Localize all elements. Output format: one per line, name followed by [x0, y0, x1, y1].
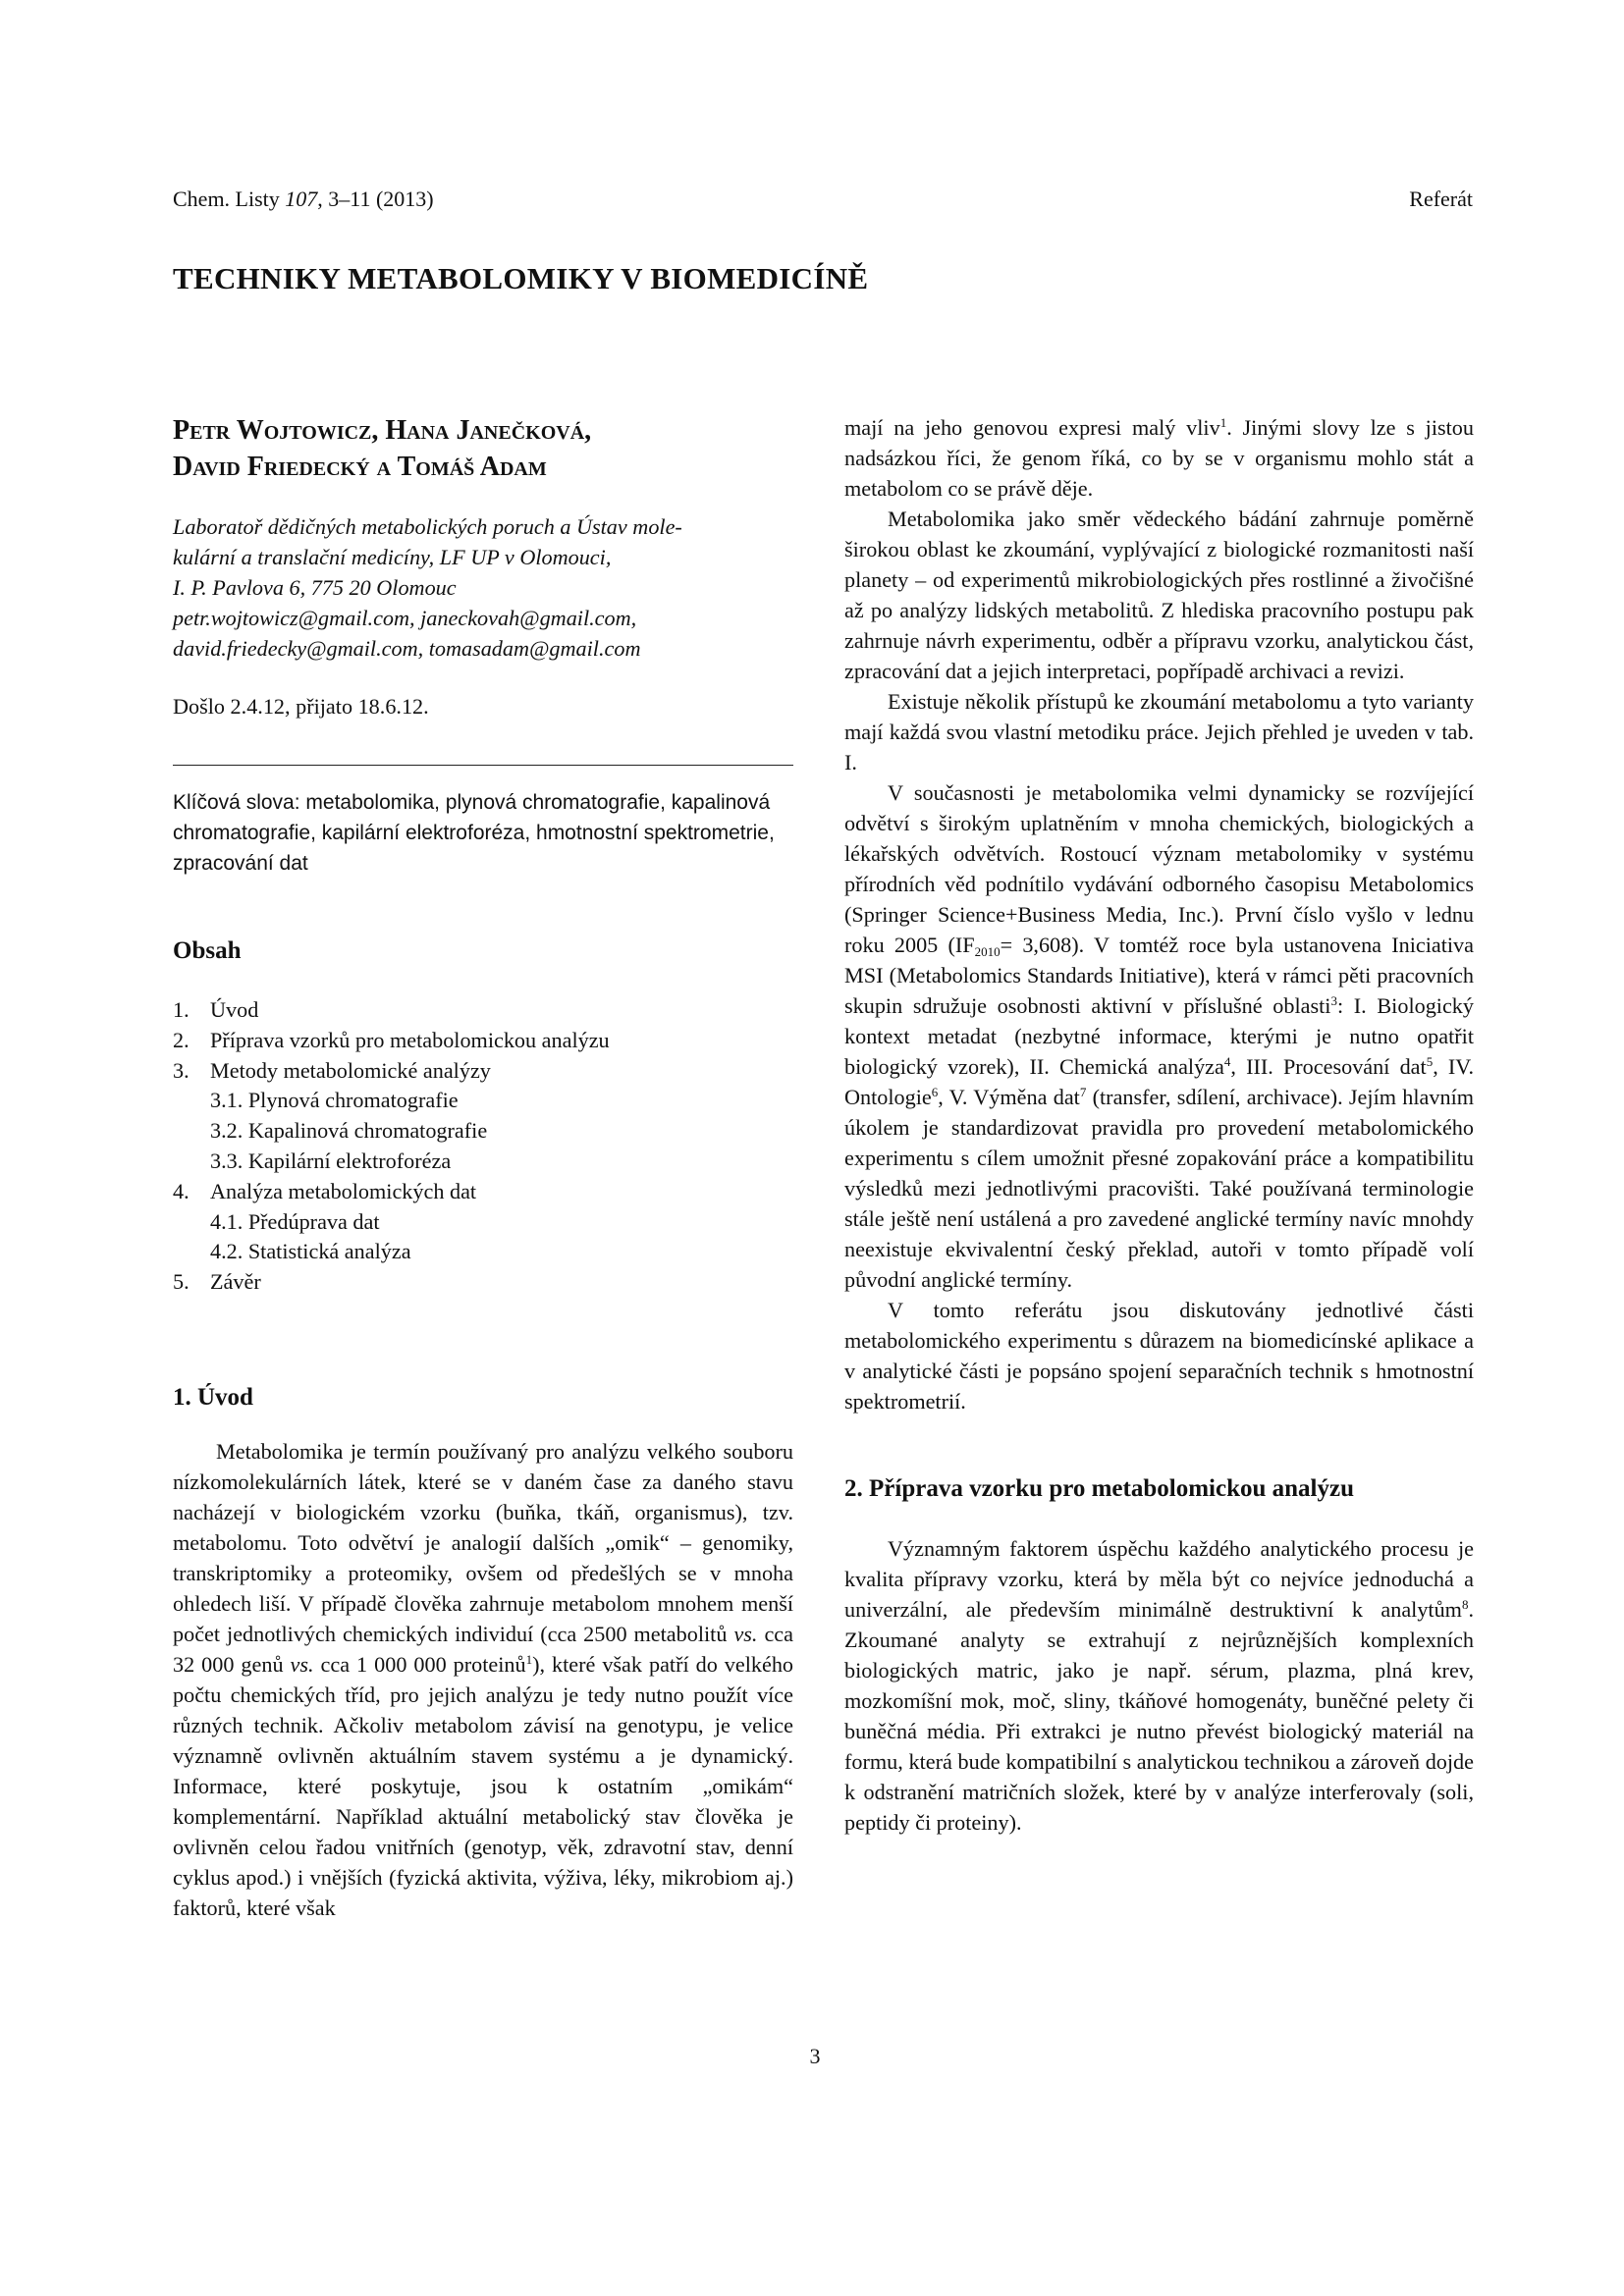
citation-ref: 6 — [931, 1085, 939, 1099]
email-line: david.friedecky@gmail.com, tomasadam@gmail.com — [173, 636, 641, 661]
paper-title: TECHNIKY METABOLOMIKY V BIOMEDICÍNĚ — [173, 261, 869, 295]
toc-subitem: 3.3. Kapilární elektroforéza — [210, 1148, 452, 1173]
paragraph: Významným faktorem úspěchu každého analytického procesu je kvalita přípravy vzorku, která by měla být co nejvíce jednoduchá a univerzální, ale především minimálně destruktivní k analytům$^8$. Zkoumané analyty se extrahují z nejrůznějších komplexních biologických matric, jako je např. sérum, plazma, plná krev, mozkomíšní mok, moč, sliny, tkáňové homogenáty, buněčné pelety či buněčná média. Při extrakci je nutno převést biologický materiál na formu, která bude kompatibilní s analytickou technikou a zároveň dojde k odstranění matričních složek, které by v analýze interferovaly (soli, peptidy či proteiny). — [844, 1536, 1474, 1835]
citation-ref: 8 — [1461, 1597, 1469, 1612]
affiliation — [173, 511, 793, 664]
paragraph: V současnosti je metabolomika velmi dynamicky se rozvíjející odvětví s širokým uplatněním v mnoha chemických, biologických a lékařských odvětvích. Rostoucí význam metabolomiky v systému přírodních věd podnítilo vydávání odborného časopisu Metabolomics (Springer Science+Business Media, Inc.). První číslo vyšlo v lednu roku 2005 $(IF_{2010}= 3,608)$. V tomtéž roce byla ustanovena Iniciativa MSI (Metabolomics Standards Initiative), která v rámci pěti pracovních skupin sdružuje osobnosti aktivní v příslušné oblasti$^3$: I. Biologický kontext metadat (nezbytné informace, kterými je nutno opatřit biologický vzorek), II. Chemická analýza$^4$, III. Procesování dat$^5$, IV. Ontologie$^6$, V. Výměna dat$^7$ (transfer, sdílení, archivace). Jejím hlavním úkolem je standardizovat pravidla pro provedení metabolomického experimentu s cílem umožnit přesné zopakování práce a kompatibilitu výsledků mezi jednotlivými pracovišti. Také používaná terminologie stále ještě není ustálená a pro zavedené anglické termíny navíc mnohdy neexistuje ekvivalentní český překlad, autoři v tomto případě volí původní anglické termíny. — [844, 780, 1474, 1292]
left-column — [173, 412, 793, 1923]
paragraph-continued: mají na jeho genovou expresi malý vliv$^1$. Jinými slovy lze s jistou nadsázkou říci, že genom říká, co by se v organismu mohlo stát a metabolom co se právě děje. — [844, 415, 1474, 501]
intro-paragraph: Metabolomika je termín používaný pro analýzu velkého souboru nízkomolekulárních látek, které se v daném čase za daného stavu nacházejí v biologickém vzorku (buňka, tkáň, organismus), tzv. metabolomu. Toto odvětví je analogií dalších „omik“ – genomiky, transkriptomiky a proteomiky, ovšem od předešlých se v mnoha ohledech liší. V případě člověka zahrnuje metabolom mnohem menší počet jednotlivých chemických individuí (cca 2500 metabolitů vs. cca 32 000 genů vs. cca 1 000 000 proteinů$^1$), které však patří do velkého počtu chemických tříd, pro jejich analýzu je tedy nutno použít více různých technik. Ačkoliv metabolom závisí na genotypu, je velice významně ovlivněn aktuálním stavem systému a je dynamický. Informace, které poskytuje, jsou k ostatním „omikám“ komplementární. Například aktuální metabolický stav člověka je ovlivněn celou řadou vnitřních (genotyp, věk, zdravotní stav, denní cyklus apod.) i vnějších (fyzická aktivita, výživa, léky, mikrobiom aj.) faktorů, které však — [173, 1438, 794, 1920]
citation-ref: 5 — [1426, 1054, 1434, 1069]
email-line: petr.wojtowicz@gmail.com, janeckovah@gmail.com, — [173, 606, 637, 630]
keywords: Klíčová slova: metabolomika, plynová chromatografie, kapalinová chromatografie, kapilární elektroforéza, hmotnostní spektrometrie, zpracování dat — [173, 791, 775, 875]
right-column — [844, 412, 1474, 1838]
citation-ref: 7 — [1079, 1085, 1087, 1099]
toc-subitem: 3.2. Kapalinová chromatografie — [210, 1118, 488, 1144]
article-type: Referát — [1409, 187, 1473, 211]
citation-ref: 1 — [1219, 415, 1227, 430]
affiliation-line: I. P. Pavlova 6, 775 20 Olomouc — [173, 575, 457, 600]
citation-ref: 4 — [1223, 1054, 1231, 1069]
toc-heading: Obsah — [173, 937, 242, 964]
toc-subitem: 4.2. Statistická analýza — [210, 1239, 411, 1264]
section-heading-intro: 1. Úvod — [173, 1383, 253, 1411]
affiliation-line: Laboratoř dědičných metabolických poruch a Ústav mole- — [173, 514, 682, 539]
journal-citation — [173, 187, 434, 212]
toc-subitem: 4.1. Předúprava dat — [210, 1208, 380, 1234]
toc-item: 1. Úvod — [173, 997, 259, 1022]
journal-pages: , 3–11 (2013) — [317, 187, 434, 211]
page-number: 3 — [809, 2044, 821, 2068]
table-of-contents — [173, 995, 793, 1298]
divider-rule — [173, 765, 793, 766]
authors-line-1: Petr Wojtowicz, Hana Janečková, — [173, 415, 592, 446]
received-dates: Došlo 2.4.12, přijato 18.6.12. — [173, 694, 429, 719]
section-heading-2: 2. Příprava vzorku pro metabolomickou analýzu — [844, 1475, 1354, 1502]
journal-volume: 107 — [285, 187, 318, 211]
citation-ref: 3 — [1330, 993, 1337, 1008]
toc-item: 3. Metody metabolomické analýzy — [173, 1057, 491, 1083]
journal-prefix: Chem. Listy — [173, 187, 286, 211]
toc-item: 5. Závěr — [173, 1269, 261, 1295]
citation-ref: 1 — [525, 1651, 533, 1667]
toc-item: 4. Analýza metabolomických dat — [173, 1178, 477, 1203]
toc-item: 2. Příprava vzorků pro metabolomickou analýzu — [173, 1027, 610, 1052]
authors-line-2: David Friedecký a Tomáš Adam — [173, 452, 547, 482]
paragraph: Metabolomika jako směr vědeckého bádání zahrnuje poměrně širokou oblast ke zkoumání, vyplývající z biologické rozmanitosti naší planety – od experimentů mikrobiologických přes rostlinné a živočišné až po analýzy lidských metabolitů. Z hlediska pracovního postupu pak zahrnuje návrh experimentu, odběr a přípravu vzorku, analytickou část, zpracování dat a jejich interpretaci, popřípadě archivaci a revizi. — [844, 507, 1474, 683]
affiliation-line: kulární a translační medicíny, LF UP v Olomouci, — [173, 545, 612, 569]
toc-subitem: 3.1. Plynová chromatografie — [210, 1088, 459, 1113]
paragraph: Existuje několik přístupů ke zkoumání metabolomu a tyto varianty mají každá svou vlastní metodiku práce. Jejich přehled je uveden v tab. I. — [844, 689, 1474, 774]
author-list — [173, 412, 793, 485]
paragraph: V tomto referátu jsou diskutovány jednotlivé části metabolomického experimentu s důrazem na biomedicínské aplikace a v analytické části je popsáno spojení separačních technik s hmotnostní spektrometrií. — [844, 1298, 1474, 1414]
